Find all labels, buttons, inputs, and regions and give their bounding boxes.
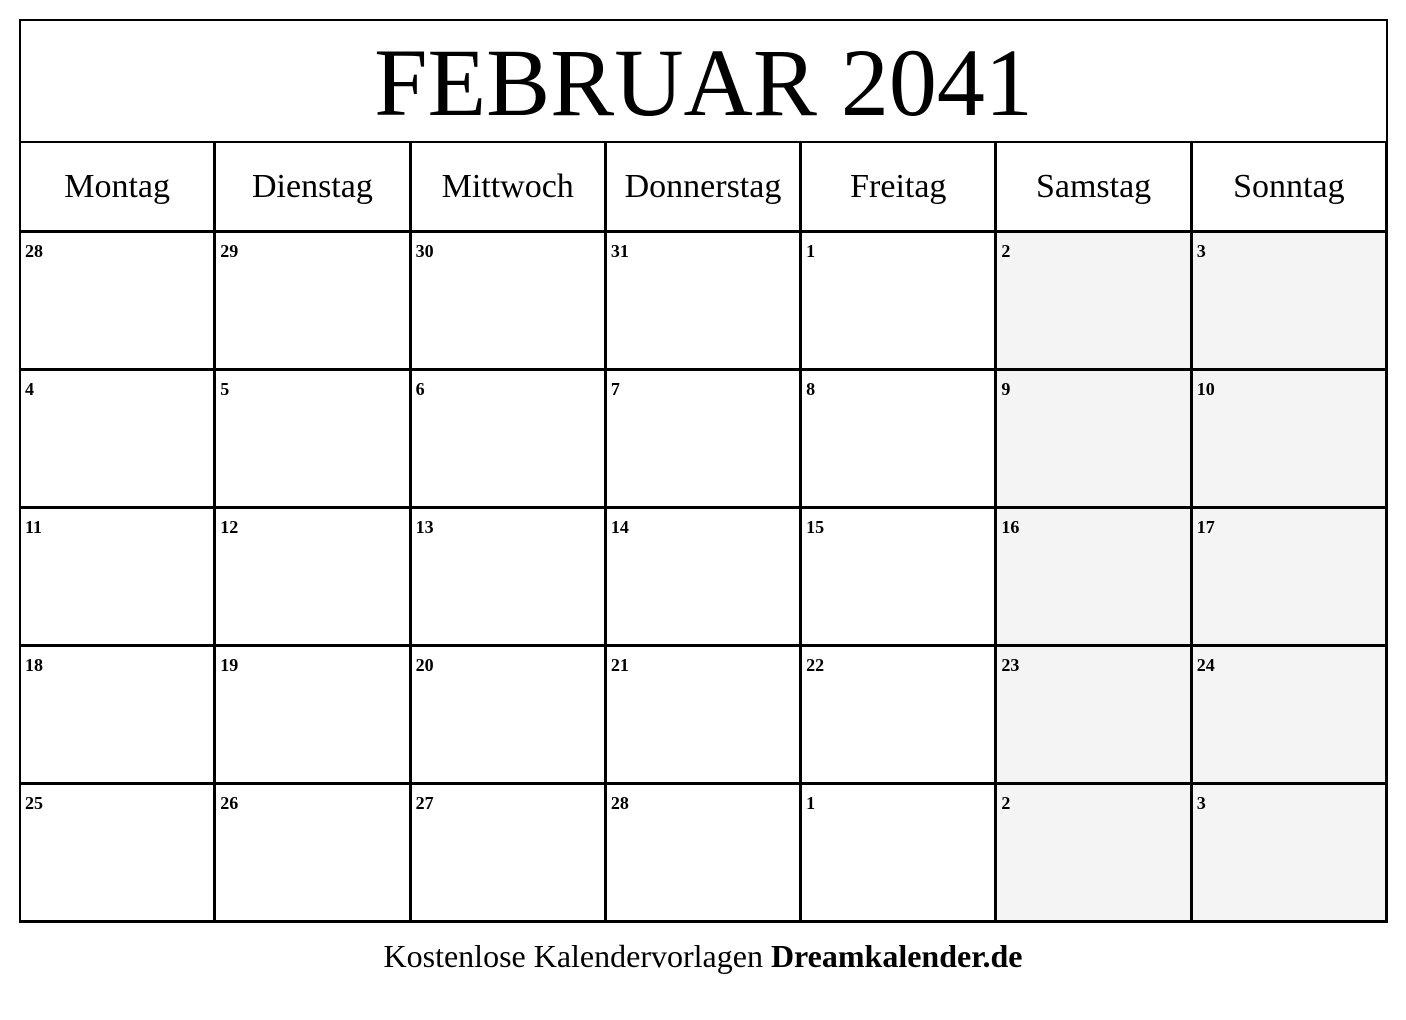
calendar	[19, 19, 1388, 923]
day-number: 22	[806, 655, 825, 675]
day-number: 1	[806, 793, 816, 813]
day-number: 2	[1001, 793, 1011, 813]
day-number: 30	[415, 241, 434, 261]
day-number: 16	[1001, 517, 1020, 537]
day-cell	[21, 785, 216, 923]
day-number: 7	[610, 379, 620, 399]
day-cell	[802, 509, 997, 647]
day-number: 4	[25, 379, 34, 399]
footer-brand: Dreamkalender.de	[770, 938, 1023, 974]
day-cell	[216, 785, 411, 923]
day-cell	[1193, 371, 1388, 509]
day-cell	[607, 233, 802, 371]
day-cell	[21, 647, 216, 785]
days-grid	[21, 233, 1388, 923]
day-cell	[1193, 785, 1388, 923]
day-cell	[1193, 233, 1388, 371]
day-number: 17	[1196, 517, 1215, 537]
day-number: 23	[1001, 655, 1020, 675]
day-number: 10	[1196, 379, 1215, 399]
day-number: 19	[220, 655, 239, 675]
day-cell	[21, 509, 216, 647]
day-cell	[1193, 509, 1388, 647]
day-cell	[607, 647, 802, 785]
day-cell	[412, 371, 607, 509]
day-cell	[802, 371, 997, 509]
day-number: 3	[1196, 241, 1206, 261]
title-bar	[21, 21, 1388, 143]
footer	[0, 938, 1406, 975]
day-number: 2	[1001, 241, 1011, 261]
day-cell	[21, 233, 216, 371]
day-cell	[21, 371, 216, 509]
day-cell	[412, 509, 607, 647]
weekday-header: Sonntag	[1193, 143, 1388, 233]
footer-text: Kostenlose Kalendervorlagen	[383, 938, 763, 974]
day-number: 21	[610, 655, 629, 675]
day-number: 31	[610, 241, 629, 261]
day-number: 8	[806, 379, 816, 399]
day-number: 12	[220, 517, 239, 537]
day-cell	[802, 233, 997, 371]
day-number: 28	[610, 793, 629, 813]
day-number: 15	[806, 517, 825, 537]
day-cell	[412, 233, 607, 371]
weekday-header: Mittwoch	[412, 143, 607, 233]
weekday-header-row	[21, 143, 1388, 233]
weekday-header: Freitag	[802, 143, 997, 233]
day-number: 14	[610, 517, 629, 537]
day-number: 11	[25, 517, 43, 537]
day-number: 9	[1001, 379, 1011, 399]
day-cell	[216, 371, 411, 509]
day-number: 5	[220, 379, 230, 399]
day-number: 20	[415, 655, 434, 675]
weekday-header: Dienstag	[216, 143, 411, 233]
day-cell	[607, 371, 802, 509]
day-number: 1	[806, 241, 816, 261]
day-cell	[216, 647, 411, 785]
day-cell	[802, 785, 997, 923]
day-cell	[607, 509, 802, 647]
weekday-header: Montag	[21, 143, 216, 233]
day-number: 3	[1196, 793, 1206, 813]
day-cell	[607, 785, 802, 923]
day-cell	[216, 233, 411, 371]
day-cell	[412, 647, 607, 785]
day-cell	[997, 371, 1192, 509]
day-number: 28	[25, 241, 43, 261]
day-cell	[997, 647, 1192, 785]
day-cell	[997, 509, 1192, 647]
day-number: 6	[415, 379, 425, 399]
day-cell	[997, 233, 1192, 371]
day-cell	[412, 785, 607, 923]
day-number: 18	[25, 655, 43, 675]
day-cell	[1193, 647, 1388, 785]
weekday-header: Donnerstag	[607, 143, 802, 233]
day-number: 27	[415, 793, 434, 813]
day-cell	[997, 785, 1192, 923]
day-number: 25	[25, 793, 43, 813]
day-number: 26	[220, 793, 239, 813]
day-number: 13	[415, 517, 434, 537]
day-cell	[802, 647, 997, 785]
day-number: 29	[220, 241, 239, 261]
weekday-header: Samstag	[997, 143, 1192, 233]
day-number: 24	[1196, 655, 1215, 675]
day-cell	[216, 509, 411, 647]
calendar-title: FEBRUAR 2041	[374, 29, 1033, 136]
